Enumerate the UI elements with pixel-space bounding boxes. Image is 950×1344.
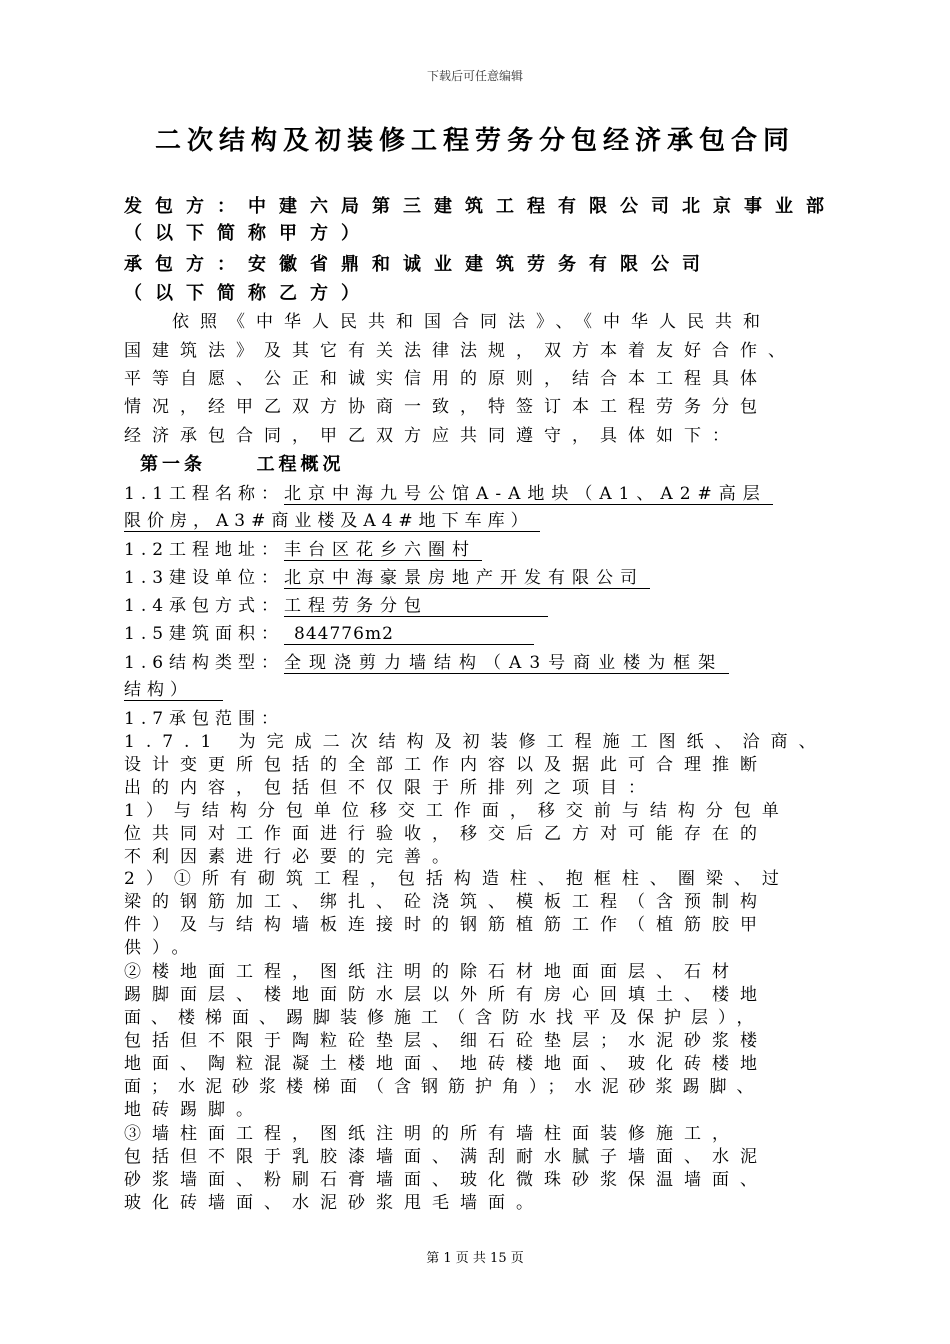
body-line: 地面、陶粒混凝土楼地面、地砖楼地面、玻化砖楼地 — [124, 1054, 768, 1074]
intro-line: 平等自愿、公正和诚实信用的原则，结合本工程具体 — [124, 369, 768, 389]
article-name: 工程概况 — [256, 454, 345, 475]
item-value: 844776m2 — [284, 624, 534, 645]
item-scope-label: 1.7承包范围： — [124, 709, 285, 729]
item-structure-type — [124, 651, 840, 675]
body-line: 位共同对工作面进行验收，移交后乙方对可能存在的 — [124, 824, 768, 844]
body-line: ②楼地面工程，图纸注明的除石材地面面层、石材 — [124, 962, 740, 982]
intro-line: 国建筑法》及其它有关法律法规，双方本着友好合作、 — [124, 341, 796, 361]
page-header: 下载后可任意编辑 — [426, 69, 523, 83]
contractor-line: 承包方：安徽省鼎和诚业建筑劳务有限公司 — [124, 254, 713, 275]
item-project-address — [124, 538, 840, 562]
body-line: 1.7.1 为完成二次结构及初装修工程施工图纸、洽商、 — [124, 732, 827, 752]
body-line: 梁的钢筋加工、绑扎、砼浇筑、模板工程（含预制构 — [124, 892, 768, 912]
employer-line: 发包方：中建六局第三建筑工程有限公司北京事业部 — [124, 196, 837, 217]
body-line: 地砖踢脚。 — [124, 1100, 264, 1120]
item-value: 丰台区花乡六圈村 — [284, 540, 482, 561]
body-line: 出的内容，包括但不仅限于所排列之项目： — [124, 778, 656, 798]
body-line: 不利因素进行必要的完善。 — [124, 847, 460, 867]
item-project-name — [124, 482, 840, 506]
employer-alias: （以下简称甲方） — [124, 223, 372, 244]
body-line: 包括但不限于乳胶漆墙面、满刮耐水腻子墙面、水泥 — [124, 1147, 768, 1167]
body-line: 设计变更所包括的全部工作内容以及据此可合理推断 — [124, 755, 768, 775]
item-floor-area — [124, 622, 840, 646]
contract-title: 二次结构及初装修工程劳务分包经济承包合同 — [154, 126, 795, 156]
item-label: 1.1工程名称： — [124, 484, 285, 504]
intro-line: 依照《中华人民共和国合同法》、《中华人民共和 — [172, 312, 771, 332]
item-developer — [124, 566, 840, 590]
intro-line: 情况，经甲乙双方协商一致，特签订本工程劳务分包 — [124, 397, 768, 417]
article-heading — [140, 453, 856, 477]
intro-line: 经济承包合同，甲乙双方应共同遵守，具体如下： — [124, 426, 740, 446]
item-value: 全现浇剪力墙结构（A3号商业楼为框架 — [284, 653, 729, 674]
item-value: 工程劳务分包 — [284, 596, 548, 617]
item-contract-mode — [124, 594, 840, 618]
item-project-name-cont — [124, 509, 840, 533]
body-line: 面、楼梯面、踢脚装修施工（含防水找平及保护层）， — [124, 1008, 764, 1028]
item-structure-type-cont — [124, 678, 840, 702]
body-line: 踢脚面层、楼地面防水层以外所有房心回填土、楼地 — [124, 985, 768, 1005]
item-label: 1.6结构类型： — [124, 653, 285, 673]
item-label: 1.2工程地址： — [124, 540, 285, 560]
body-line: 1）与结构分包单位移交工作面，移交前与结构分包单 — [124, 801, 790, 821]
item-label: 1.3建设单位： — [124, 568, 285, 588]
body-line: 面；水泥砂浆楼梯面（含钢筋护角）；水泥砂浆踢脚、 — [124, 1077, 764, 1097]
body-line: 砂浆墙面、粉刷石膏墙面、玻化微珠砂浆保温墙面、 — [124, 1170, 768, 1190]
item-value: 结构） — [124, 680, 223, 701]
item-label: 1.5建筑面积： — [124, 624, 285, 644]
body-line: 供）。 — [124, 938, 200, 958]
body-line: 件）及与结构墙板连接时的钢筋植筋工作（植筋胶甲 — [124, 915, 768, 935]
article-number: 第一条 — [140, 454, 206, 475]
item-label: 1.4承包方式： — [124, 596, 285, 616]
body-line: 玻化砖墙面、水泥砂浆甩毛墙面。 — [124, 1193, 544, 1213]
body-line: 包括但不限于陶粒砼垫层、细石砼垫层；水泥砂浆楼 — [124, 1031, 768, 1051]
body-line: 2）①所有砌筑工程，包括构造柱、抱框柱、圈梁、过 — [124, 869, 790, 889]
item-value: 北京中海九号公馆A-A地块（A1、A2#高层 — [284, 484, 773, 505]
contractor-alias: （以下简称乙方） — [124, 283, 372, 304]
body-line: ③墙柱面工程，图纸注明的所有墙柱面装修施工， — [124, 1124, 740, 1144]
item-value: 限价房，A3#商业楼及A4#地下车库） — [124, 511, 540, 532]
page-footer: 第 1 页 共 15 页 — [426, 1251, 524, 1266]
item-value: 北京中海豪景房地产开发有限公司 — [284, 568, 650, 589]
